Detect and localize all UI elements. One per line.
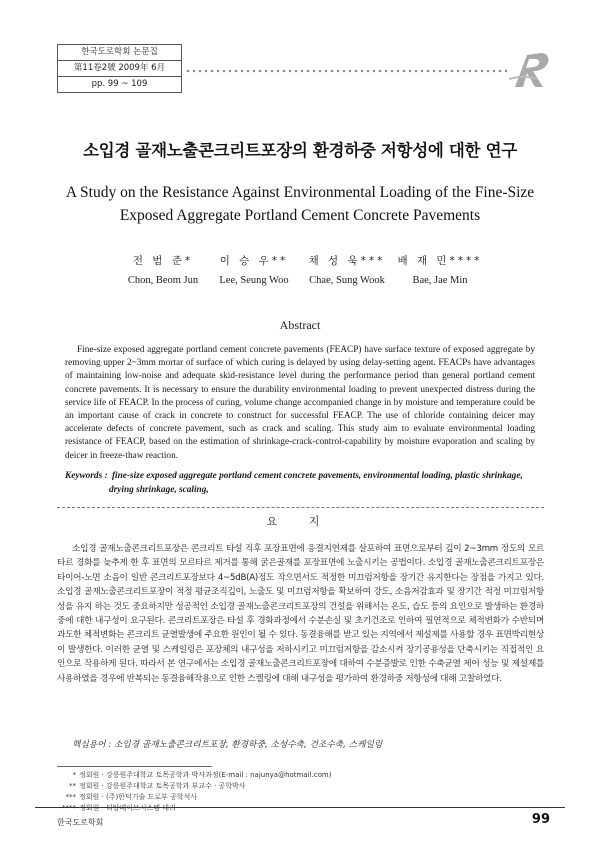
footnote-mark: **** bbox=[62, 804, 76, 812]
author-name-ko: 전 범 준* bbox=[132, 255, 194, 267]
section-divider bbox=[57, 507, 544, 508]
summary-text: 소입경 골재노출콘크리트포장은 콘크리트 타설 직후 포장표면에 응결지연제를 살포하여 표면으로부터 깊이 2~3mm 정도의 모르타르 경화를 늦추게 한 후 표면의 모르타르 제거를 통해 굵은골재를 포장표면에 노출시키는 공법이다. 소입경 골재노출콘크리트포장은 타이어-노면 소음이 일반 콘크리트포장보다 4~5dB(A)정도 작으면서도 적정한 미끄럼저항을 장기간 유지한다는 장점을 가지고 있다. 소입경 골재노출콘크리트포장이 적정 평균조직깊이, 노출도 및 미끄럼저항을 확보하여 강도, 소음저감효과 및 장기간 적정 미끄럼저항성을 유지 하는 것도 중요하지만 성공적인 소입경 골재노출콘크리트포장의 건설을 위해서는 온도, 습도 등의 요인으로 발생하는 환경하중에 대한 내구성이 요구된다. 콘크리트포장은 타설 후 경화과정에서 수분손실 및 초기건조로 인하여 필연적으로 체적변화가 수반되며 과도한 체적변화는 콘크리트 균열발생에 주요한 원인이 될 수 있다. 동결융해를 받고 있는 지역에서 제설제를 사용할 경우 표면박리현상이 발생한다. 이러한 균열 및 스케일링은 포장체의 내구성을 저하시키고 미끄럼저항을 감소시켜 장기공용성을 단축시키는 직접적인 요인으로 작용하게 된다. 따라서 본 연구에서는 소입경 골재노출콘크리트포장에 대하여 수분증발로 인한 수축균열 제어 성능 및 제설제를 사용하였을 경우에 반복되는 동결융해작용으로 인한 스켈링에 대해 내구성을 평가하여 환경하중 저항성에 대해 고찰하였다. bbox=[57, 544, 544, 684]
author-4 bbox=[380, 253, 500, 286]
footer-publisher: 한국도로학회 bbox=[57, 818, 104, 827]
author-name-en: Chon, Beom Jun bbox=[127, 275, 199, 286]
keywords bbox=[65, 469, 535, 497]
author-name-en: Bae, Jae Min bbox=[412, 275, 468, 286]
footnote-text: 정회원 · 강릉원주대학교 토목공학과 박사과정(E-mail : najunya@hotmail.com) bbox=[79, 771, 332, 779]
summary-keywords: 핵심용어 : 소입경 골재노출콘크리트포장, 환경하중, 소성수축, 건조수축, 스케일링 bbox=[72, 740, 383, 750]
footnote-mark: *** bbox=[65, 793, 76, 801]
footnote-rule bbox=[57, 766, 212, 767]
author-name-ko: 채 성 욱*** bbox=[308, 255, 386, 267]
footnote-mark: * bbox=[72, 771, 76, 779]
abstract-text: Fine-size exposed aggregate portland cement concrete pavements (FEACP) have surface texture of exposed aggregate by removing upper 2~3mm mortar of surface of which curing is delayed by using delay-setting agent. FEACPs have advantages of maintaining low-noise and adequate skid-resistance level during the performance period than general portland cement concrete pavements. It is necessary to ensure the durability environmental loading to prevent unexpected distress during the service life of FEACP. In the process of curing, volume change accompanied change in by moisture and temperature could be an important cause of crack in concrete to construct for successful FEACP. The use of chloride containing deicer may accelerate defects of concrete pavement, such as crack and scaling. This study aim to evaluate environmental loading resistance of FEACP, based on the estimation of shrinkage-crack-control-capability by moisture evaporation and scaling by deicer in freeze-thaw reaction. bbox=[65, 345, 535, 461]
footnote-text: 정회원 · (주)한덕기술 도로부 공학석사 bbox=[79, 793, 198, 801]
author-name-en: Chae, Sung Wook bbox=[309, 275, 385, 286]
paper-title-korean: 소입경 골재노출콘크리트포장의 환경하중 저항성에 대한 연구 bbox=[83, 141, 517, 160]
footnote bbox=[60, 792, 460, 803]
author-name-en: Lee, Seung Woo bbox=[219, 275, 289, 286]
footer-rule bbox=[35, 807, 565, 808]
keywords-line-2: drying shrinkage, scaling, bbox=[109, 485, 209, 495]
summary-heading: 요 지 bbox=[266, 515, 334, 528]
abstract-heading: Abstract bbox=[279, 318, 321, 332]
journal-name: 한국도로학회 논문집 bbox=[58, 45, 181, 61]
journal-info-box bbox=[57, 44, 182, 93]
journal-pages: pp. 99 ~ 109 bbox=[91, 79, 148, 89]
journal-issue: 第11卷2號 2009年 6月 bbox=[58, 61, 181, 77]
paper-title-english bbox=[0, 181, 600, 227]
title-en-line-2: Exposed Aggregate Portland Cement Concrete Pavements bbox=[119, 207, 481, 224]
author-name-ko: 이 승 우** bbox=[219, 255, 289, 267]
footnote bbox=[60, 803, 460, 814]
footnote-mark: ** bbox=[69, 782, 76, 790]
footnote-text: 정회원 · 티탑페이브시스템 대리 bbox=[79, 804, 176, 812]
title-en-line-1: A Study on the Resistance Against Environmental Loading of the Fine-Size bbox=[65, 184, 535, 201]
keywords-label: Keywords : bbox=[65, 471, 108, 481]
author-name-ko: 배 재 민**** bbox=[397, 255, 483, 267]
footnote bbox=[60, 770, 460, 781]
journal-logo-icon bbox=[505, 49, 553, 91]
footnote bbox=[60, 781, 460, 792]
dotted-rule bbox=[185, 68, 507, 74]
footnote-text: 정회원 · 강릉원주대학교 토목공학과 부교수 · 공학박사 bbox=[79, 782, 246, 790]
keywords-line-1: fine-size exposed aggregate portland cement concrete pavements, environmental loading, plastic shrinkage, bbox=[111, 471, 523, 481]
page-number: 99 bbox=[531, 812, 550, 827]
